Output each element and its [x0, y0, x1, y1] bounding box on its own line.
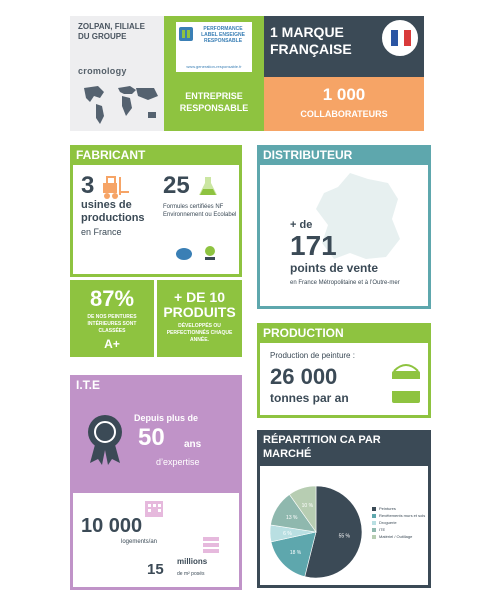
- produits-block: [157, 280, 242, 357]
- group-text: ZOLPAN, FILIALE DU GROUPE: [78, 22, 145, 41]
- ite-stats-panel: [70, 493, 242, 590]
- ite-title: I.T.E: [70, 375, 242, 395]
- pct-number: 87%: [89, 286, 135, 311]
- brand-line: 1 MARQUE FRANÇAISE: [270, 24, 352, 57]
- collab-label: COLLABORATEURS: [300, 109, 388, 119]
- pct-block: [70, 280, 154, 357]
- usines-label: usines de productions: [81, 199, 145, 224]
- production-number: 26 000: [270, 364, 338, 389]
- m2-label: de m² posés: [177, 571, 205, 577]
- label-badge: [176, 22, 252, 72]
- distributeur-title: DISTRIBUTEUR: [257, 145, 431, 165]
- logements-label: logements/an: [121, 539, 158, 545]
- french-badge-icon: [380, 18, 420, 58]
- production-unit: tonnes par an: [270, 391, 349, 405]
- ite-expertise-panel: [70, 395, 242, 493]
- world-map-icon: [78, 80, 162, 128]
- forklift-icon: [101, 175, 131, 201]
- legend-item: [372, 527, 432, 532]
- pie-label-4: 10 %: [301, 502, 314, 509]
- ite-unit: ans: [184, 439, 202, 450]
- brand-panel: [264, 16, 424, 77]
- building-icon: [143, 497, 165, 517]
- fabricant-title: FABRICANT: [70, 145, 242, 165]
- cromology-logo: cromology: [78, 66, 127, 76]
- legend-item: [372, 534, 432, 539]
- usines-sub: en France: [81, 227, 122, 237]
- formules-number: 25: [163, 172, 190, 199]
- produits-number: + DE 10 PRODUITS: [163, 289, 236, 320]
- legend-item: [372, 513, 432, 518]
- formules-label: Formules certifiées NF Environnement ou Ecolabel: [163, 204, 237, 218]
- pie-label-2: 6 %: [283, 530, 292, 537]
- pie-label-0: 55 %: [338, 533, 351, 540]
- produits-label: DÉVELOPPÉS OU PERFECTIONNÉS CHAQUE ANNÉE.: [166, 323, 233, 343]
- legend-swatch: [372, 514, 376, 518]
- fabricant-panel: [70, 165, 242, 277]
- panel-stack-icon: [203, 537, 219, 555]
- nf-logo-icon: [175, 247, 193, 261]
- legend-label: Revêtements murs et sols: [379, 513, 426, 518]
- distributeur-number: 171: [290, 230, 337, 261]
- chart-legend: [372, 506, 432, 541]
- logements-number: 10 000: [81, 515, 143, 537]
- pie-label-1: 18 %: [289, 549, 302, 556]
- production-panel: [257, 343, 431, 418]
- flask-icon: [197, 175, 219, 197]
- distributeur-label: points de vente: [290, 261, 379, 275]
- legend-swatch: [372, 535, 376, 539]
- label-title: PERFORMANCE LABEL ENSEIGNE RESPONSABLE: [201, 26, 245, 44]
- repartition-title: RÉPARTITION CA PAR MARCHÉ: [257, 430, 431, 466]
- label-caption: ENTREPRISE RESPONSABLE: [179, 91, 249, 113]
- distributeur-prefix: + de: [290, 219, 313, 231]
- legend-item: [372, 506, 432, 511]
- label-url: www.generation-responsable.fr: [186, 64, 242, 69]
- group-panel: [70, 16, 164, 131]
- ite-expertise: d’expertise: [156, 457, 200, 467]
- usines-number: 3: [81, 172, 95, 199]
- legend-item: [372, 520, 432, 525]
- collab-number: 1 000: [322, 85, 366, 104]
- m2-number: 15: [147, 561, 164, 578]
- repartition-panel: [257, 466, 431, 588]
- ecolabel-icon: [203, 245, 217, 261]
- rosette-icon: [86, 413, 124, 465]
- production-sub: Production de peinture :: [270, 351, 355, 360]
- legend-label: Matériel / Outillage: [379, 534, 413, 539]
- distributeur-sub: en France Métropolitaine et à l’Outre-mer: [290, 280, 400, 286]
- legend-label: ITE: [379, 527, 386, 532]
- pct-grade: A+: [104, 337, 120, 351]
- pie-label-3: 13 %: [286, 514, 298, 521]
- legend-swatch: [372, 528, 376, 532]
- m2-unit: millions: [177, 557, 208, 566]
- pie-chart: [266, 482, 366, 582]
- label-logo-icon: [178, 26, 194, 42]
- legend-swatch: [372, 521, 376, 525]
- distributeur-panel: [257, 165, 431, 309]
- label-panel: [164, 16, 264, 131]
- pct-label: DE NOS PEINTURES INTÉRIEURES SONT CLASSÉES: [87, 314, 137, 334]
- legend-swatch: [372, 507, 376, 511]
- production-title: PRODUCTION: [257, 323, 431, 343]
- ite-pre: Depuis plus de: [134, 413, 199, 423]
- legend-label: Peintures: [379, 506, 396, 511]
- paint-bucket-icon: [388, 359, 424, 405]
- ite-number: 50: [138, 424, 165, 451]
- collab-panel: [264, 77, 424, 131]
- legend-label: Droguerie: [379, 520, 397, 525]
